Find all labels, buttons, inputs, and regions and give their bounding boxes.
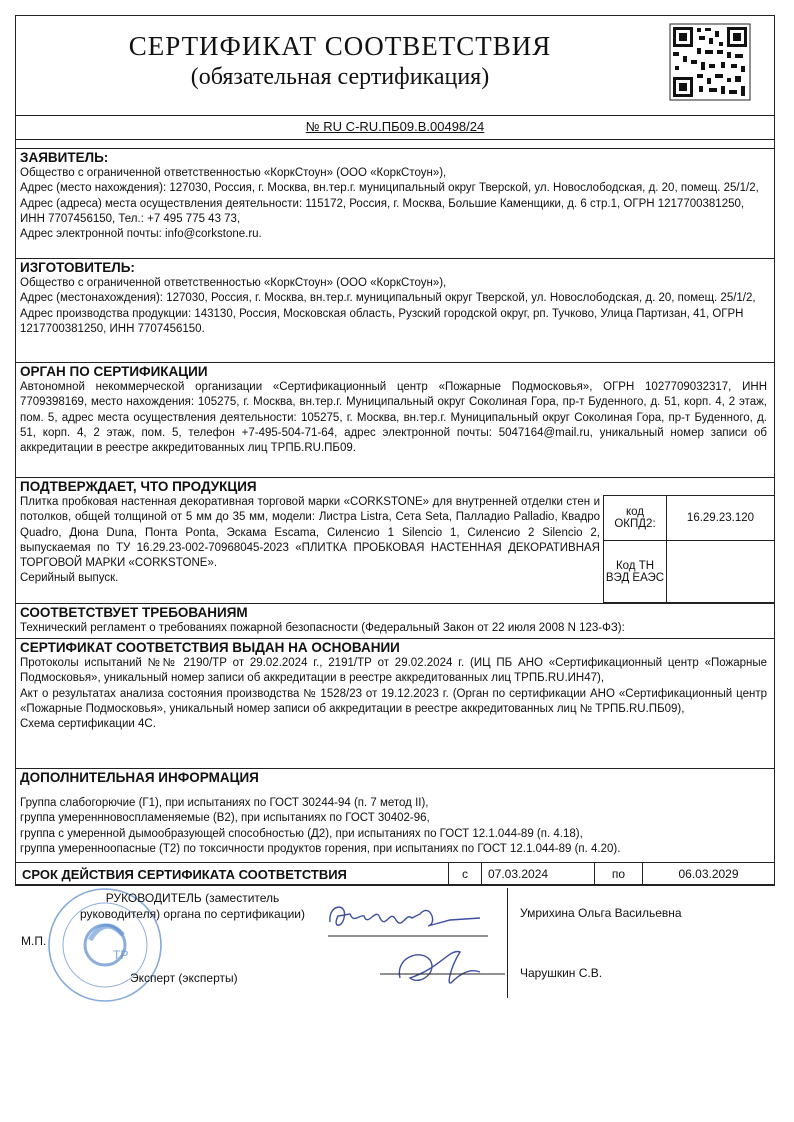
requirements-section <box>15 603 775 637</box>
title-main: СЕРТИФИКАТ СООТВЕТСТВИЯ <box>128 31 552 61</box>
manufacturer-text <box>15 276 775 337</box>
basis-header: СЕРТИФИКАТ СООТВЕТСТВИЯ ВЫДАН НА ОСНОВАНИИ <box>20 640 400 655</box>
okpd-value: 16.29.23.120 <box>667 496 775 541</box>
basis-line: Протоколы испытаний №№ 2190/ТР от 29.02.2024 г., 2191/ТР от 29.02.2024 г. (ИЦ ПБ АНО «Сертификационный центр «Пожарные Подмосковья», уникальный номер записи об аккредитации в реестре аккредитованных лиц ТРПБ.RU.ИН47), <box>20 657 767 685</box>
additional-line: Группа слабогорючие (Г1), при испытаниях по ГОСТ 30244-94 (п. 7 метод II), <box>20 797 429 809</box>
certbody-text: Автономной некоммерческой организации «Сертификационный центр «Пожарные Подмосковья», ОГРН 1027709032317, ИНН 7709398169, место нахождения: 105275, г. Москва, вн.тер.г. Муниципальный округ Соколиная Гора, пр-т Буденного, д. 51, корп. 4, 2 этаж, пом. 5, адрес места осуществления деятельности: 105275, г. Москва, вн.тер.г. Муниципальный округ Соколиная Гора, пр-т Буденного, д. 51, корп. 4, 2 этаж, пом. 5, телефон +7-495-504-71-64, адрес электронной почты: 5047164@mail.ru, уникальный номер записи об аккредитации в реестре аккредитованных лиц ТРПБ.RU.ПБ09. <box>20 381 767 455</box>
additional-text <box>15 786 775 857</box>
validity-to-label: по <box>595 863 643 886</box>
requirements-header: СООТВЕТСТВУЕТ ТРЕБОВАНИЯМ <box>20 605 248 620</box>
applicant-line: Адрес электронной почты: info@corkstone.ru. <box>20 228 262 241</box>
expert-label: Эксперт (эксперты) <box>130 971 238 985</box>
head-signature-icon <box>320 894 495 942</box>
basis-line: Схема сертификации 4С. <box>20 718 156 731</box>
okpd-label: код ОКПД2: <box>604 496 667 541</box>
applicant-line: Общество с ограниченной ответственностью «КоркСтоун» (ООО «КоркСтоун»), <box>20 167 447 179</box>
title-subtitle: (обязательная сертификация) <box>190 64 490 90</box>
product-description: Плитка пробковая настенная декоративная торговой марки «CORKSTONE» для внутренней отделки стен и потолков, общей толщиной от 5 мм до 35 мм, модели: Листра Listra, Сета Seta, Палладио Palladio, Квадро Quadro, Дюна Duna, Понта Ponta, Эскама Escama, Силенсио 1 Silencio 1, Силенсио 2 Silencio 2, выпускаемая по ТУ 16.29.23-002-70968045-2023 «ПЛИТКА ПРОБКОВАЯ НАСТЕННАЯ ДЕКОРАТИВНАЯ ТОРГОВОЙ МАРКИ «CORKSTONE». <box>20 496 600 570</box>
applicant-section <box>15 148 775 256</box>
signature-divider <box>507 888 508 998</box>
applicant-header: ЗАЯВИТЕЛЬ: <box>20 150 109 165</box>
manufacturer-line: Адрес производства продукции: 143130, Россия, Московская область, Рузский городской округ, рп. Тучково, Улица Партизан, 41, ОГРН 1217700381250, ИНН 7707456150. <box>20 307 744 335</box>
codes-table <box>603 495 775 603</box>
additional-header: ДОПОЛНИТЕЛЬНАЯ ИНФОРМАЦИЯ <box>20 770 259 785</box>
product-section <box>15 477 775 602</box>
product-codes <box>603 495 775 603</box>
basis-line: Акт о результатах анализа состояния производства № 1528/23 от 19.12.2023 г. (Орган по сертификации АНО «Сертификационный центр «Пожарные Подмосковья», уникальный номер записи об аккредитации в реестре аккредитованных лиц № ТРПБ.RU.ПБ09), <box>20 687 767 715</box>
manufacturer-header: ИЗГОТОВИТЕЛЬ: <box>20 260 135 275</box>
basis-text <box>15 656 775 732</box>
validity-to: 06.03.2029 <box>643 863 775 886</box>
additional-line: группа умереннновоспламеняемые (В2), при испытаниях по ГОСТ 30402-96, <box>20 812 430 825</box>
certificate-number <box>15 115 775 140</box>
manufacturer-line: Общество с ограниченной ответственностью «КоркСтоун» (ООО «КоркСтоун»), <box>20 277 447 289</box>
expert-signature-icon <box>380 938 510 998</box>
signatures-section <box>15 886 775 1006</box>
basis-section <box>15 638 775 766</box>
validity-from-label: с <box>449 863 482 886</box>
certbody-section <box>15 362 775 472</box>
stamp-place-label: М.П. <box>21 934 47 948</box>
validity-label: СРОК ДЕЙСТВИЯ СЕРТИФИКАТА СООТВЕТСТВИЯ <box>16 863 449 886</box>
head-label: РУКОВОДИТЕЛЬ (заместитель руководителя) органа по сертификации) <box>79 891 306 921</box>
stamp-inner-text: ТР <box>113 948 129 962</box>
manufacturer-line: Адрес (местонахождения): 127030, Россия, г. Москва, вн.тер.г. муниципальный округ Тверской, ул. Новослободская, д. 20, помещ. 25/1/2, <box>20 292 756 305</box>
product-serial: Серийный выпуск. <box>20 572 119 585</box>
tnved-value <box>667 541 775 603</box>
manufacturer-section <box>15 258 775 358</box>
applicant-text <box>15 166 775 242</box>
product-header: ПОДТВЕРЖДАЕТ, ЧТО ПРОДУКЦИЯ <box>20 479 257 494</box>
validity-table <box>15 862 775 886</box>
certbody-header: ОРГАН ПО СЕРТИФИКАЦИИ <box>20 364 208 379</box>
validity-from: 07.03.2024 <box>482 863 595 886</box>
head-name: Умрихина Ольга Васильевна <box>520 906 682 920</box>
requirements-text: Технический регламент о требованиях пожарной безопасности (Федеральный Закон от 22 июля 2008 N 123-ФЗ): <box>20 622 625 634</box>
applicant-line: Адрес (адреса) места осуществления деятельности: 115172, Россия, г. Москва, Большие Каменщики, д. 6 стр.1, ОГРН 1217700381250, ИНН 7707456150, Тел.: +7 495 775 43 73, <box>20 197 745 225</box>
additional-line: группа с умеренной дымообразующей способностью (Д2), при испытаниях по ГОСТ 12.1.044-89 (п. 4.18), <box>20 827 583 840</box>
additional-section <box>15 768 775 862</box>
product-text-block <box>20 495 600 587</box>
applicant-line: Адрес (место нахождения): 127030, Россия, г. Москва, вн.тер.г. муниципальный округ Тверской, ул. Новослободская, д. 20, помещ. 25/1/2, <box>20 182 759 195</box>
expert-name: Чарушкин С.В. <box>520 966 603 980</box>
certificate-number-text: № RU C-RU.ПБ09.В.00498/24 <box>305 119 485 134</box>
validity-row <box>15 862 775 886</box>
tnved-label: Код ТН ВЭД ЕАЭС <box>604 541 667 603</box>
additional-line: группа умеренноопасные (Т2) по токсичности продуктов горения, при испытаниях по ГОСТ 12.1.044-89 (п. 4.20). <box>20 842 621 855</box>
